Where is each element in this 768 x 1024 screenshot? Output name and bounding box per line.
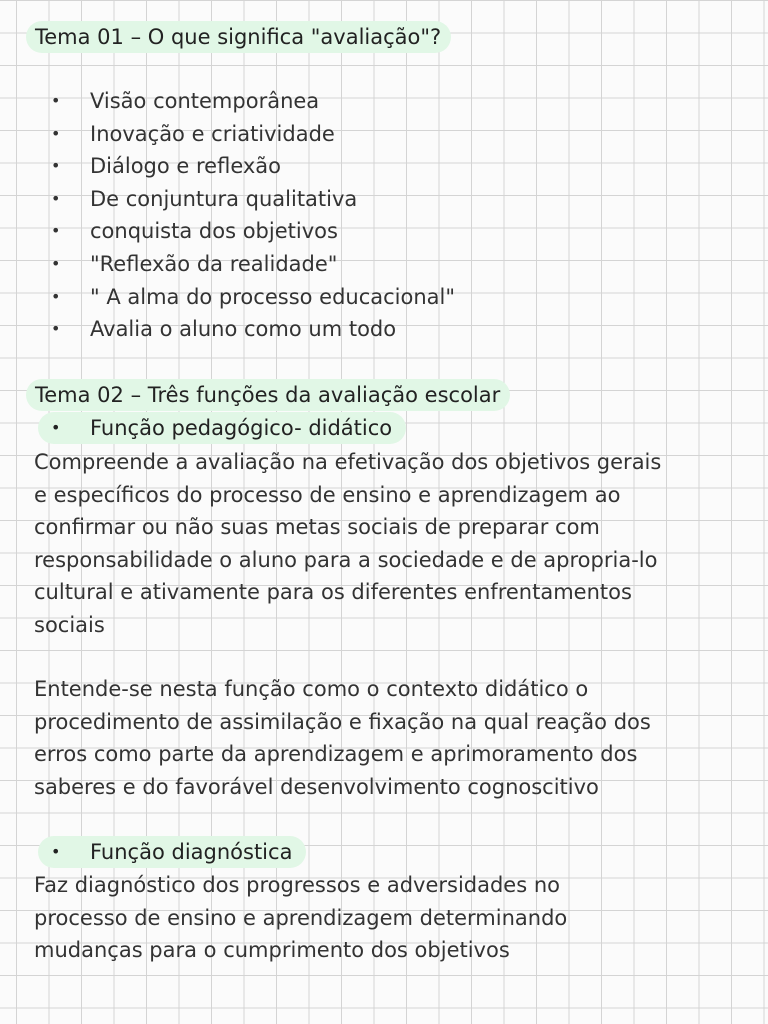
list-item-text: Visão contemporânea [90,89,320,113]
list-item-text: Avalia o aluno como um todo [90,317,397,342]
tema-02-heading [26,379,510,411]
paragraph-line: processo de ensino e aprendizagem determinando [34,905,568,930]
paragraph-line: sociais [34,612,105,637]
list-item-text: De conjuntura qualitativa [90,186,358,211]
paragraph-line: responsabilidade o aluno para a sociedade e de apropria-lo [34,547,658,572]
funcao-pedagogico-heading [38,412,406,444]
list-item-text: conquista dos objetivos [90,219,338,244]
bullet-icon: • [51,418,61,437]
funcao-pedagogico-title: Função pedagógico- didático [90,416,393,440]
list-item-text: Diálogo e reflexão [90,154,282,179]
funcao-pedagogico-paragraph-1 [34,446,734,642]
bullet-icon: • [51,123,61,143]
paragraph-line: procedimento de assimilação e fixação na qual reação dos [34,709,651,734]
paragraph-line: cultural e ativamente para os diferentes enfrentamentos [34,580,632,605]
bullet-icon: • [51,319,61,339]
bullet-icon: • [51,221,61,241]
funcao-diagnostica-heading [38,836,306,868]
paragraph-line: Entende-se nesta função como o contexto didático o [34,677,589,701]
bullet-icon: • [51,842,61,861]
list-item-text: "Reflexão da realidade" [90,251,338,276]
bullet-icon: • [51,156,61,176]
funcao-diagnostica-paragraph [34,869,734,967]
tema-01-heading [26,21,451,53]
paragraph-line: e específicos do processo de ensino e aprendizagem ao [34,482,621,507]
tema-01-heading-text: Tema 01 – O que significa "avaliação"? [35,25,442,49]
funcao-diagnostica-title: Função diagnóstica [90,840,293,864]
bullet-icon: • [51,253,61,273]
paragraph-line: Faz diagnóstico dos progressos e adversidades no [34,873,561,897]
paragraph-line: confirmar ou não suas metas sociais de preparar com [34,515,600,540]
bullet-icon: • [51,91,61,110]
funcao-pedagogico-paragraph-2 [34,673,734,803]
list-item-text: Inovação e criatividade [90,121,335,146]
paragraph-line: mudanças para o cumprimento dos objetivos [34,938,510,963]
tema-02-heading-text: Tema 02 – Três funções da avaliação escolar [35,383,501,407]
bullet-icon: • [51,286,61,306]
list-item-text: " A alma do processo educacional" [90,284,456,309]
paragraph-line: Compreende a avaliação na efetivação dos objetivos gerais [34,450,662,474]
paragraph-line: erros como parte da aprendizagem e aprimoramento dos [34,742,638,767]
bullet-icon: • [51,188,61,208]
paragraph-line: saberes e do favorável desenvolvimento cognoscitivo [34,774,599,799]
